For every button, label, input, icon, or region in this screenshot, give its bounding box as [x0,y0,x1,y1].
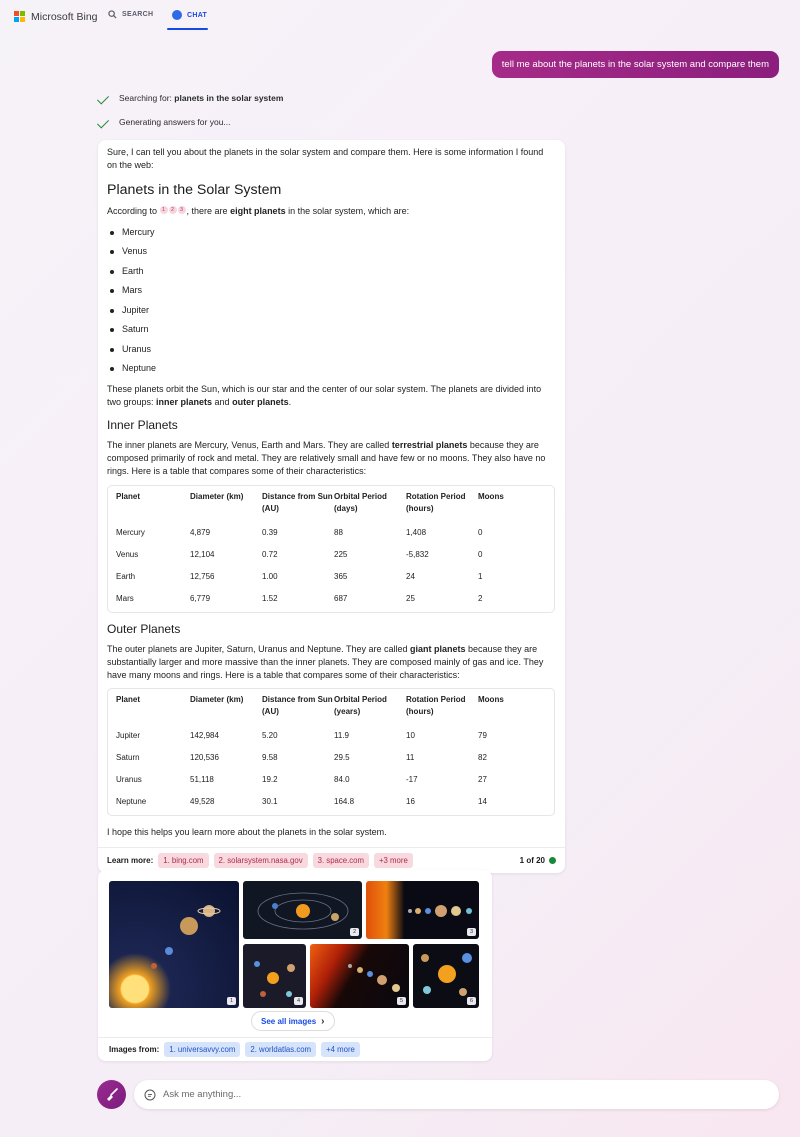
thumbnail-number: 3 [467,928,476,936]
image-thumbnail[interactable] [243,944,306,1008]
table-row: Venus 12,104 0.72 225 -5,832 0 [116,549,483,559]
image-thumbnail[interactable] [243,881,362,939]
images-card [98,870,492,1061]
active-tab-indicator [167,28,208,30]
table-row: Mercury 4,879 0.39 88 1,408 0 [116,527,483,537]
status-text: Generating answers for you... [119,117,231,127]
image-thumbnail[interactable] [310,944,409,1008]
image-thumbnail[interactable] [366,881,479,939]
response-counter: 1 of 20 [520,856,556,865]
list-item: Earth [107,262,555,282]
table-row: Mars 6,779 1.52 687 25 2 [116,593,483,603]
top-bar [0,0,800,36]
table-header: Planet Diameter (km) Distance from Sun (AU) Orbital Period (days) Rotation Period (hours) Moons [116,491,504,513]
chat-input[interactable] [163,1089,743,1100]
search-icon [108,10,117,19]
answer-card [98,140,565,873]
citation-badge[interactable]: 3 [178,206,186,214]
outer-planets-paragraph: The outer planets are Jupiter, Saturn, Uranus and Neptune. They are called giant planets because they are substantially larger and more massive than the inner planets. They are composed mainly of gas and ice. They have many moons and rings. Here is a table that compares some of their characteristics: [107,643,544,681]
broom-icon [104,1087,120,1103]
closing-text: I hope this helps you learn more about the planets in the solar system. [107,827,387,838]
learn-more-label: Learn more: [107,856,154,866]
tab-chat[interactable] [172,10,207,20]
outer-planets-heading: Outer Planets [107,621,181,636]
chat-input-container[interactable] [134,1080,779,1109]
brand[interactable] [14,11,98,23]
status-generating [98,117,231,127]
user-message: tell me about the planets in the solar system and compare them [492,51,779,78]
table-row: Neptune 49,528 30.1 164.8 16 14 [116,797,487,807]
microsoft-logo-icon [14,11,26,23]
table-row: Earth 12,756 1.00 365 24 1 [116,571,483,581]
images-from-bar [98,1037,492,1061]
thumbnail-number: 2 [350,928,359,936]
images-from-label: Images from: [109,1045,160,1054]
planets-arc-image-icon [310,944,409,1008]
checkmark-icon [98,117,112,127]
see-all-images-button[interactable]: See all images › [251,1011,335,1031]
image-source-link[interactable]: 2. worldatlas.com [245,1042,316,1057]
checkmark-icon [98,93,112,103]
orbit-paragraph: These planets orbit the Sun, which is our star and the center of our solar system. The planets are divided into two groups: inner planets and outer planets. [107,383,542,407]
inner-planets-paragraph: The inner planets are Mercury, Venus, Earth and Mars. They are called terrestrial planets because they are composed primarily of rock and metal. They are relatively small and have few or no moons. They also have no rings. Here is a table that compares some of their characteristics: [107,440,546,477]
outer-planets-table [107,688,555,816]
list-item: Venus [107,242,555,262]
image-source-link[interactable]: 1. universavvy.com [164,1042,240,1057]
table-row: Saturn 120,536 9.58 29.5 11 82 [116,753,487,763]
list-item: Uranus [107,340,555,360]
chevron-right-icon: › [321,1015,325,1027]
status-searching [98,93,283,103]
table-header: Planet Diameter (km) Distance from Sun (AU) Orbital Period (years) Rotation Period (hours) Moons [116,695,504,717]
brand-name: Microsoft Bing [31,11,98,23]
table-row: Jupiter 142,984 5.20 11.9 10 79 [116,731,487,741]
source-link[interactable]: 2. solarsystem.nasa.gov [214,853,308,868]
tab-chat-label: CHAT [187,11,208,19]
more-sources-link[interactable]: +3 more [374,853,413,868]
list-item: Neptune [107,359,555,379]
according-paragraph: According to 1 2 3 , there are eight planets in the solar system, which are: [107,206,410,217]
inner-planets-table [107,485,555,613]
source-link[interactable]: 1. bing.com [158,853,208,868]
tab-search-label: SEARCH [122,11,154,18]
thumbnail-number: 5 [397,997,406,1005]
status-text: Searching for: planets in the solar system [119,93,284,103]
list-item: Mercury [107,223,555,243]
answer-intro: Sure, I can tell you about the planets in the solar system and compare them. Here is some information I found on the web: [107,147,544,171]
status-dot-icon [549,857,556,864]
solar-system-image-icon [243,881,362,939]
image-thumbnail[interactable] [413,944,479,1008]
list-item: Jupiter [107,301,555,321]
image-thumbnail[interactable] [109,881,239,1008]
thumbnail-number: 6 [467,997,476,1005]
chat-bubble-icon [144,1089,156,1101]
tab-search[interactable] [108,10,153,19]
thumbnail-number: 1 [227,997,236,1005]
new-topic-button[interactable] [97,1080,126,1109]
list-item: Mars [107,281,555,301]
list-item: Saturn [107,320,555,340]
citation-badge[interactable]: 2 [169,206,177,214]
more-image-sources-link[interactable]: +4 more [321,1042,360,1057]
planets-row-image-icon [366,881,479,939]
citation-badge[interactable]: 1 [160,206,168,214]
answer-heading: Planets in the Solar System [107,182,282,199]
table-row: Uranus 51,118 19.2 84.0 -17 27 [116,775,487,785]
chat-icon [172,10,182,20]
source-link[interactable]: 3. space.com [313,853,369,868]
thumbnail-number: 4 [294,997,303,1005]
inner-planets-heading: Inner Planets [107,418,178,433]
planet-list [107,223,555,379]
solar-system-image-icon [109,881,239,1008]
